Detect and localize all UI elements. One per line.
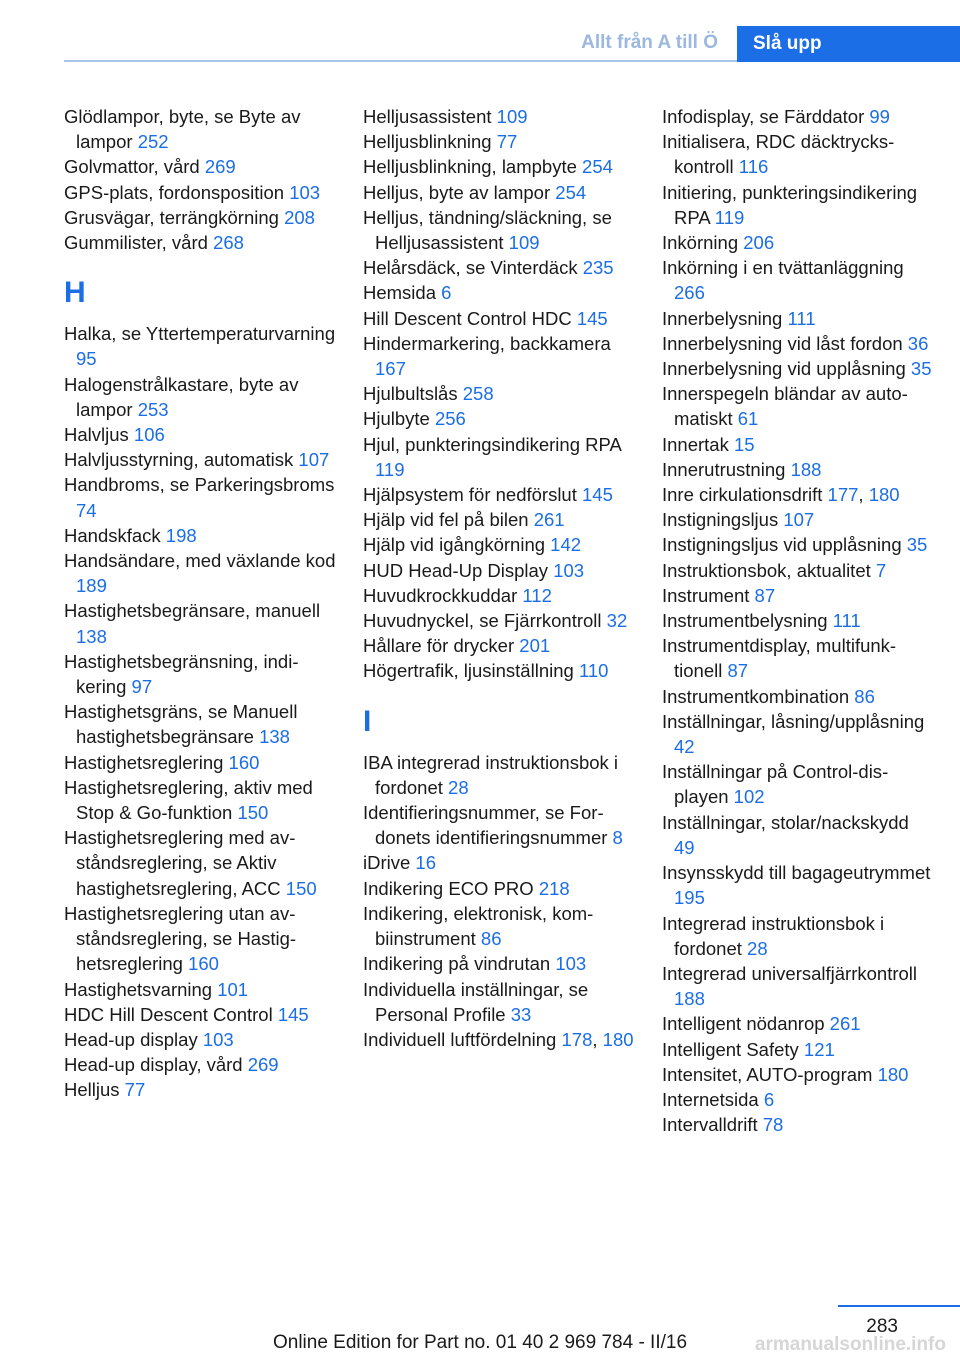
index-entry-text: Inkörning i en tvättanläggning (662, 257, 904, 279)
index-entry-text: Handbroms, se Parkeringsbroms (64, 474, 335, 496)
index-entry (363, 608, 635, 633)
index-entry (64, 977, 336, 1002)
index-entry (363, 406, 635, 431)
index-entry (662, 432, 934, 457)
page-link[interactable]: 103 (555, 953, 587, 975)
index-entry-text: IBA integrerad instruktionsbok i fordonet (363, 751, 619, 798)
index-entry (64, 548, 336, 598)
page-link[interactable]: 103 (289, 181, 321, 203)
index-entry (64, 598, 336, 648)
index-entry-text: Hastighetsgräns, se Manuell hastighetsbegränsare (64, 701, 298, 748)
index-entry (662, 306, 934, 331)
index-entry-text: Identifieringsnummer, se Fordonets identifieringsnummer (363, 802, 608, 849)
index-entry (363, 331, 635, 381)
page-link[interactable]: 208 (284, 206, 315, 228)
index-entry (662, 381, 934, 431)
index-entry (363, 558, 635, 583)
index-entry-text: iDrive (363, 852, 411, 874)
index-entry (662, 759, 934, 809)
page-link[interactable]: 268 (213, 232, 244, 254)
page-link[interactable]: 254 (555, 181, 587, 203)
page-link[interactable]: 35 (906, 534, 928, 556)
index-entry: Inre cirkulationsdrift 177, 180 (662, 484, 900, 506)
index-entry-text: Instigningsljus (662, 509, 779, 531)
page-link[interactable]: 178 (561, 1028, 593, 1050)
index-entry (662, 1112, 934, 1137)
lookup-tab[interactable]: Slå upp (737, 26, 960, 62)
page-link[interactable]: 206 (743, 232, 775, 254)
index-entry-text: Inre cirkulationsdrift (662, 484, 823, 506)
index-entry (64, 154, 336, 179)
index-entry (662, 507, 934, 532)
index-entry-text: Insynsskydd till bagageutrymmet (662, 862, 931, 884)
page-link[interactable]: 7 (875, 559, 887, 581)
index-entry (64, 180, 336, 205)
page-link[interactable]: 106 (133, 424, 165, 446)
index-entry-text: Instrument (662, 584, 750, 606)
index-entry (662, 457, 934, 482)
page-link[interactable]: 6 (441, 282, 452, 304)
page-link[interactable]: 198 (165, 524, 197, 546)
page-link[interactable]: 109 (496, 106, 528, 127)
page-link[interactable]: 111 (832, 610, 861, 632)
index-entry (363, 800, 635, 850)
page-link[interactable]: 16 (415, 852, 436, 874)
index-entry-text: Hjälpsystem för nedförslut (363, 484, 577, 506)
index-entry (363, 381, 635, 406)
page-link[interactable]: 258 (462, 383, 494, 405)
index-column-3 (662, 104, 934, 1137)
index-entry-text: Inställningar på Control-displayen (662, 761, 889, 808)
index-entry (662, 860, 934, 910)
index-entry-text: Instrumentdisplay, multifunktionell (662, 635, 897, 682)
index-entry-text: Indikering, elektronisk, kombiinstrument (363, 902, 594, 950)
index-entry (662, 911, 934, 961)
index-entry-text: Intensitet, AUTO-program (662, 1063, 873, 1085)
page-link[interactable]: 86 (854, 685, 875, 707)
index-entry (64, 447, 336, 472)
page-link[interactable]: 188 (790, 458, 822, 480)
page-link[interactable]: 138 (76, 625, 107, 647)
index-entry (64, 472, 336, 522)
index-entry-text: Grusvägar, terrängkörning (64, 206, 279, 228)
index-entry (363, 432, 635, 482)
page-link[interactable]: 35 (910, 358, 932, 380)
section-tab[interactable]: Allt från A till Ö (581, 32, 718, 53)
page-link[interactable]: 87 (754, 584, 776, 606)
page-link[interactable]: 188 (674, 988, 705, 1010)
index-column-1 (64, 104, 336, 1103)
index-entry (363, 633, 635, 658)
index-entry-text: Indikering på vindrutan (363, 953, 551, 975)
page-link[interactable]: 160 (228, 751, 260, 773)
page-number: 283 (866, 1316, 898, 1337)
index-entry-text: Integrerad instruktionsbok i fordonet (662, 912, 885, 959)
page-link[interactable]: 107 (783, 509, 815, 531)
index-entry-text: Internetsida (662, 1088, 759, 1110)
index-entry: Individuell luftfördelning 178, 180 (363, 1028, 634, 1050)
index-entry (363, 280, 635, 305)
page-link[interactable]: 138 (259, 726, 290, 748)
index-entry (64, 649, 336, 699)
index-entry-text: Initialisera, RDC däcktryckskontroll (662, 131, 895, 178)
index-entry (363, 482, 635, 507)
index-entry-text: Innertak (662, 433, 729, 455)
index-entry-text: Hastighetsbegränsare, manuell (64, 600, 321, 622)
index-entry (64, 1027, 336, 1052)
page-link[interactable]: 110 (578, 660, 609, 682)
index-letter-heading: H (64, 276, 86, 310)
index-entry-text: Helljusassistent (363, 106, 492, 127)
index-entry-text: Intervalldrift (662, 1114, 758, 1136)
page-link[interactable]: 201 (519, 635, 551, 657)
index-entry (662, 810, 934, 860)
watermark: armanualsonline.info (754, 1334, 946, 1355)
index-entry (64, 901, 336, 977)
page-link[interactable]: 111 (787, 307, 816, 329)
index-entry (64, 825, 336, 901)
index-entry-text: Hastighetsreglering (64, 751, 224, 773)
index-entry (363, 507, 635, 532)
page-link[interactable]: 252 (137, 131, 169, 153)
page-link[interactable]: 269 (204, 156, 236, 178)
index-entry-text: Hastighetsreglering med avståndsreglering, se Aktiv hastighetsreglering, ACC (64, 827, 296, 899)
index-entry (363, 532, 635, 557)
index-entry-text: Handsändare, med växlande kod (64, 550, 336, 572)
page-link[interactable]: 33 (510, 1003, 532, 1025)
index-entry-text: Gummilister, vård (64, 232, 208, 254)
page-link[interactable]: 101 (217, 978, 249, 1000)
index-entry (662, 1087, 934, 1112)
index-entry-text: Glödlampor, byte, se Byte av lampor (64, 106, 301, 153)
page-link[interactable]: 61 (737, 408, 759, 430)
page-link[interactable]: 269 (247, 1054, 279, 1076)
index-entry (662, 608, 934, 633)
page-link[interactable]: 49 (674, 836, 695, 858)
index-entry-text: Instrumentbelysning (662, 610, 828, 632)
page-link[interactable]: 235 (582, 257, 614, 279)
index-entry (662, 104, 934, 129)
index-entry-text: HUD Head-Up Display (363, 559, 549, 581)
index-column-2 (363, 104, 635, 1052)
index-entry (64, 321, 336, 371)
page-link[interactable]: 42 (674, 736, 695, 758)
page-link[interactable]: 145 (277, 1003, 309, 1025)
page-link[interactable]: 180 (868, 484, 900, 506)
index-entry-text: Halka, se Yttertemperaturvarning (64, 323, 336, 345)
index-entry-text: Intelligent nödanrop (662, 1013, 825, 1035)
index-entry-text: HDC Hill Descent Control (64, 1003, 273, 1025)
page-link[interactable]: 32 (606, 610, 628, 632)
index-entry (64, 1052, 336, 1077)
page-link[interactable]: 261 (533, 509, 565, 531)
index-entry-text: Innerbelysning vid låst fordon (662, 332, 903, 354)
page-link[interactable]: 107 (298, 449, 330, 471)
index-entry (64, 372, 336, 422)
index-entry-text: Helljus, byte av lampor (363, 181, 551, 203)
index-entry (662, 684, 934, 709)
index-entry-text: Huvudkrockkuddar (363, 584, 518, 606)
index-entry (363, 154, 635, 179)
index-entry (662, 532, 934, 557)
index-entry (64, 230, 336, 255)
index-entry-text: Golvmattor, vård (64, 156, 200, 178)
index-entry (662, 1037, 934, 1062)
page-link[interactable]: 77 (496, 131, 518, 153)
index-entry-text: Infodisplay, se Färddator (662, 106, 865, 127)
index-entry-text: Hastighetsreglering utan avståndsreglering, se Hastighetsreglering (64, 902, 297, 975)
index-entry-text: Hjulbultslås (363, 383, 458, 405)
index-entry-text: Instrumentkombination (662, 685, 850, 707)
edition-footer: Online Edition for Part no. 01 40 2 969 784 - II/16 (272, 1332, 688, 1353)
index-entry (64, 104, 336, 154)
index-entry-text: Hastighetsreglering, aktiv med Stop & Go-funktion (64, 776, 313, 824)
page-link[interactable]: 28 (747, 937, 768, 959)
index-entry (64, 205, 336, 230)
index-entry (363, 583, 635, 608)
page-link[interactable]: 86 (480, 928, 502, 950)
index-entry-text: Högertrafik, ljusinställning (363, 660, 574, 682)
page-link[interactable]: 145 (576, 307, 608, 329)
page-link[interactable]: 150 (285, 877, 317, 899)
index-entry-text: Initiering, punkteringsindikering RPA (662, 181, 918, 228)
index-entry (662, 129, 934, 179)
index-entry (662, 356, 934, 381)
index-entry-text: Halvljus (64, 424, 129, 446)
index-entry (662, 180, 934, 230)
page-link[interactable]: 99 (869, 106, 890, 127)
index-entry-text: Innerutrustning (662, 458, 786, 480)
page-link[interactable]: 254 (582, 156, 613, 178)
page-link[interactable]: 195 (674, 887, 705, 909)
index-entry-text: Helårsdäck, se Vinterdäck (363, 257, 578, 279)
index-entry (662, 255, 934, 305)
footer-rule (838, 1305, 960, 1307)
page-link[interactable]: 121 (803, 1038, 835, 1060)
index-entry (64, 422, 336, 447)
page-link[interactable]: 218 (538, 877, 570, 899)
index-entry-text: Huvudnyckel, se Fjärrkontroll (363, 610, 602, 632)
index-entry (363, 129, 635, 154)
index-entry (662, 558, 934, 583)
index-entry-text: Halvljusstyrning, automatisk (64, 449, 294, 471)
page-link[interactable]: 177 (827, 484, 859, 506)
index-entry (363, 658, 635, 683)
index-entry-text: Innerspegeln bländar av automatiskt (662, 383, 908, 430)
page-link[interactable]: 36 (907, 332, 929, 354)
index-entry-text: Head-up display (64, 1028, 198, 1050)
index-entry-text: GPS-plats, fordonsposition (64, 181, 285, 203)
index-entry-text: Handskfack (64, 524, 161, 546)
index-entry (64, 1077, 336, 1102)
page-link[interactable]: 145 (582, 484, 613, 506)
page-link[interactable]: 28 (448, 776, 469, 798)
page-link[interactable]: 112 (522, 584, 552, 606)
page-link[interactable]: 266 (674, 282, 705, 304)
page-link[interactable]: 97 (131, 676, 153, 698)
page-link[interactable]: 180 (877, 1063, 909, 1085)
page-link[interactable]: 180 (602, 1028, 634, 1050)
index-entry-text: Hastighetsbegränsning, indikering (64, 650, 299, 698)
index-entry (363, 977, 635, 1027)
index-entry (363, 951, 635, 976)
index-entry-text: Helljus, tändning/släckning, se Helljusassistent (363, 206, 612, 254)
page-link[interactable]: 261 (829, 1013, 861, 1035)
index-entry (64, 775, 336, 825)
page-link[interactable]: 116 (738, 156, 769, 178)
index-entry-text: Hemsida (363, 282, 436, 304)
index-entry (363, 306, 635, 331)
page-link[interactable]: 256 (434, 408, 466, 430)
index-entry-text: Helljusblinkning, lampbyte (363, 156, 577, 178)
page-link[interactable]: 160 (188, 953, 219, 975)
page-link[interactable]: 95 (76, 348, 97, 370)
index-entry-text: Hjulbyte (363, 408, 430, 430)
index-entry (363, 255, 635, 280)
page-link[interactable]: 253 (137, 398, 169, 420)
index-entry-text: Instigningsljus vid upplåsning (662, 534, 902, 556)
index-entry (363, 850, 635, 875)
index-entry (662, 230, 934, 255)
index-entry (363, 205, 635, 255)
index-entry-text: Intelligent Safety (662, 1038, 799, 1060)
page-link[interactable]: 103 (553, 559, 585, 581)
index-entry-text: Innerbelysning (662, 307, 783, 329)
index-entry-text: Inställningar, låsning/upplåsning (662, 710, 925, 732)
page-link[interactable]: 109 (508, 232, 540, 254)
index-entry (363, 901, 635, 951)
index-entry-text: Inställningar, stolar/nackskydd (662, 811, 909, 833)
index-entry-text: Halogenstrålkastare, byte av lampor (64, 373, 299, 420)
page-link[interactable]: 6 (763, 1088, 775, 1110)
page-link[interactable]: 8 (612, 827, 623, 849)
index-entry (64, 1002, 336, 1027)
index-entry-text: Indikering ECO PRO (363, 877, 534, 899)
page-link[interactable]: 87 (727, 660, 749, 682)
index-entry-text: Hindermarkering, backkamera (363, 332, 611, 354)
page-link[interactable]: 74 (76, 499, 97, 521)
index-entry (363, 180, 635, 205)
index-entry-text: Hjul, punkteringsindikering RPA (363, 433, 621, 455)
index-letter-heading: I (363, 704, 372, 738)
page-link[interactable]: 189 (76, 575, 107, 597)
index-entry-text: Head-up display, vård (64, 1054, 243, 1076)
index-entry (662, 331, 934, 356)
page-link[interactable]: 78 (762, 1114, 784, 1136)
index-entry (662, 583, 934, 608)
index-entry-text: Instruktionsbok, aktualitet (662, 559, 871, 581)
page-link[interactable]: 142 (550, 534, 582, 556)
page-link[interactable]: 119 (714, 206, 745, 228)
index-entry-text: Individuell luftfördelning (363, 1028, 557, 1050)
page-link[interactable]: 103 (202, 1028, 234, 1050)
index-entry (662, 1011, 934, 1036)
index-entry (64, 523, 336, 548)
index-entry-text: Innerbelysning vid upplåsning (662, 358, 906, 380)
index-entry-text: Hjälp vid fel på bilen (363, 509, 529, 531)
index-entry (363, 104, 635, 129)
index-entry (662, 961, 934, 1011)
index-entry-text: Integrerad universalfjärrkontroll (662, 962, 918, 984)
index-entry (662, 709, 934, 759)
index-entry (363, 750, 635, 800)
index-entry-text: Hjälp vid igångkörning (363, 534, 546, 556)
page-link[interactable]: 167 (375, 358, 406, 380)
index-entry-text: Helljus (64, 1079, 120, 1101)
index-entry-text: Individuella inställningar, se Personal Profile (363, 978, 589, 1025)
index-entry (64, 699, 336, 749)
index-entry (64, 750, 336, 775)
page-link[interactable]: 77 (124, 1079, 146, 1101)
index-entry (363, 876, 635, 901)
index-entry-text: Hill Descent Control HDC (363, 307, 572, 329)
page-link[interactable]: 15 (734, 433, 755, 455)
index-entry-text: Helljusblinkning (363, 131, 492, 153)
index-entry-text: Hastighetsvarning (64, 978, 213, 1000)
index-entry (662, 633, 934, 683)
index-entry (662, 1062, 934, 1087)
page-link[interactable]: 102 (733, 786, 765, 808)
index-entry-text: Inkörning (662, 232, 739, 254)
index-entry-text: Hållare för drycker (363, 635, 515, 657)
page-link[interactable]: 119 (375, 458, 405, 480)
page-link[interactable]: 150 (237, 802, 269, 824)
